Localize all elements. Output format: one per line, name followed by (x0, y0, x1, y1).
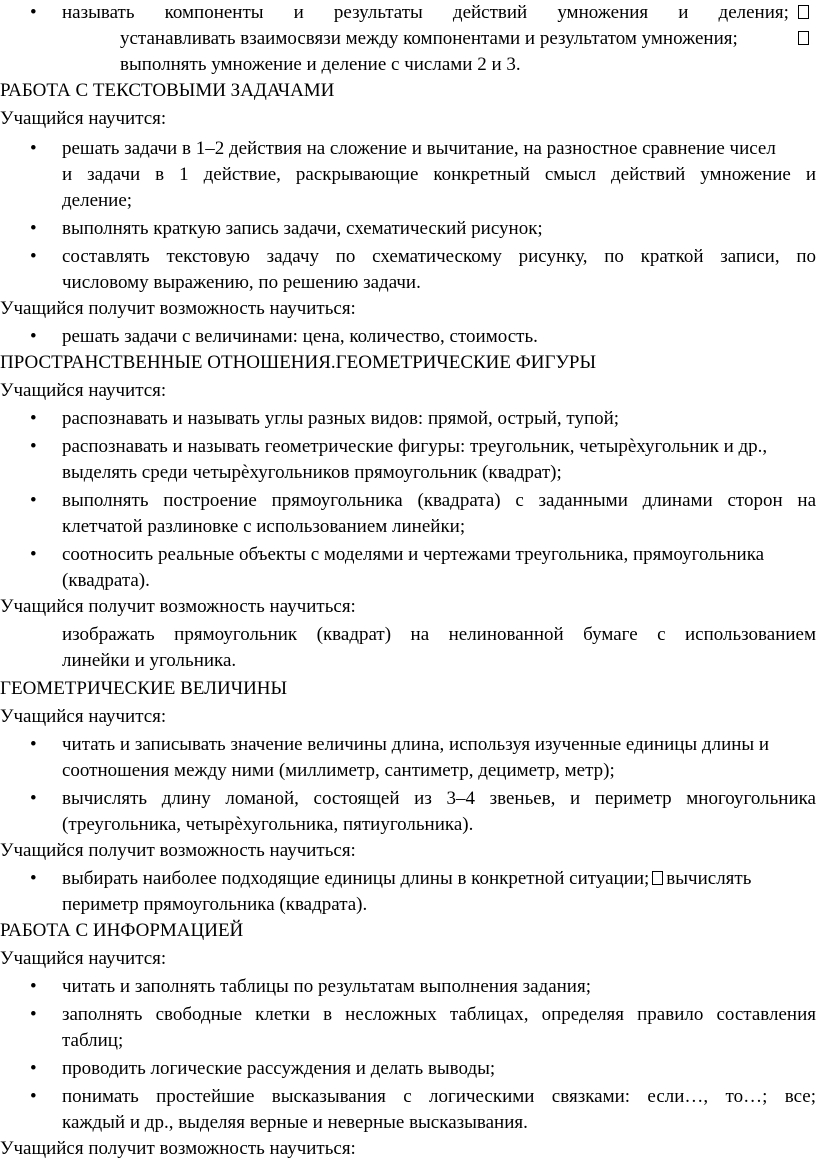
list-item-line: выполнять построение прямоугольника (квадрата) с заданными длинами сторон на (62, 490, 816, 511)
list-item-line: составлять текстовую задачу по схематическому рисунку, по краткой записи, по (62, 246, 816, 267)
subheading-learn: Учащийся научится: (0, 108, 167, 129)
list-item-line: выделять среди четырѐхугольников прямоугольник (квадрат); (62, 462, 562, 483)
list-item-line: изображать прямоугольник (квадрат) на нелинованной бумаге с использованием (62, 624, 816, 645)
bullet: • (30, 490, 37, 511)
bullet: • (30, 2, 37, 23)
list-item-line: выполнять краткую запись задачи, схематический рисунок; (62, 218, 543, 239)
box-glyph-icon (795, 26, 812, 52)
section-heading: ГЕОМЕТРИЧЕСКИЕ ВЕЛИЧИНЫ (0, 678, 288, 699)
bullet: • (30, 788, 37, 809)
list-item-line: выбирать наиболее подходящие единицы длины в конкретной ситуации; вычислять (62, 868, 752, 889)
subheading-opportunity: Учащийся получит возможность научиться: (0, 596, 356, 617)
list-item-line: периметр прямоугольника (квадрата). (62, 894, 368, 915)
list-item-line: таблиц; (62, 1030, 124, 1051)
bullet: • (30, 138, 37, 159)
subheading-opportunity: Учащийся получит возможность научиться: (0, 298, 356, 319)
bullet: • (30, 436, 37, 457)
subheading-opportunity: Учащийся получит возможность научиться: (0, 1138, 356, 1159)
bullet: • (30, 1058, 37, 1079)
bullet: • (30, 246, 37, 267)
subheading-opportunity: Учащийся получит возможность научиться: (0, 840, 356, 861)
list-item-line: линейки и угольника. (62, 650, 237, 671)
bullet: • (30, 408, 37, 429)
section-heading: ПРОСТРАНСТВЕННЫЕ ОТНОШЕНИЯ.ГЕОМЕТРИЧЕСКИЕ ФИГУРЫ (0, 352, 597, 373)
section-heading: РАБОТА С ТЕКСТОВЫМИ ЗАДАЧАМИ (0, 80, 335, 101)
list-item-line: клетчатой разлиновке с использованием линейки; (62, 516, 466, 537)
list-item-line: выполнять умножение и деление с числами 2 и 3. (120, 54, 521, 75)
bullet: • (30, 218, 37, 239)
list-item-line: числовому выражению, по решению задачи. (62, 272, 421, 293)
list-item-line: устанавливать взаимосвязи между компонентами и результатом умножения; (120, 28, 738, 49)
list-item-line: и задачи в 1 действие, раскрывающие конкретный смысл действий умножение и (62, 164, 816, 185)
list-item-line: (треугольника, четырѐхугольника, пятиугольника). (62, 814, 474, 835)
subheading-learn: Учащийся научится: (0, 706, 167, 727)
bullet: • (30, 868, 37, 889)
list-item-line: понимать простейшие высказывания с логическими связками: если…, то…; все; (62, 1086, 816, 1107)
list-item-line: каждый и др., выделяя верные и неверные высказывания. (62, 1112, 528, 1133)
list-item-line: заполнять свободные клетки в несложных таблицах, определяя правило составления (62, 1004, 816, 1025)
bullet: • (30, 976, 37, 997)
section-heading: РАБОТА С ИНФОРМАЦИЕЙ (0, 920, 244, 941)
bullet: • (30, 1086, 37, 1107)
list-item-line: распознавать и называть углы разных видов: прямой, острый, тупой; (62, 408, 620, 429)
list-item-line: (квадрата). (62, 570, 150, 591)
bullet: • (30, 326, 37, 347)
list-item-line: называть компоненты и результаты действий умножения и деления; (62, 2, 789, 23)
list-item-line: вычислять длину ломаной, состоящей из 3–4 звеньев, и периметр многоугольника (62, 788, 816, 809)
list-item-line: читать и записывать значение величины длина, используя изученные единицы длины и (62, 734, 770, 755)
list-item-line: читать и заполнять таблицы по результатам выполнения задания; (62, 976, 591, 997)
bullet: • (30, 544, 37, 565)
list-item-line: соотносить реальные объекты с моделями и чертежами треугольника, прямоугольника (62, 544, 765, 565)
subheading-learn: Учащийся научится: (0, 380, 167, 401)
bullet: • (30, 734, 37, 755)
list-item-line: деление; (62, 190, 133, 211)
list-item-line: решать задачи в 1–2 действия на сложение и вычитание, на разностное сравнение чисел (62, 138, 776, 159)
subheading-learn: Учащийся научится: (0, 948, 167, 969)
list-item-line: проводить логические рассуждения и делать выводы; (62, 1058, 496, 1079)
list-item-line: соотношения между ними (миллиметр, сантиметр, дециметр, метр); (62, 760, 615, 781)
box-glyph-icon (795, 0, 812, 26)
list-item-line: распознавать и называть геометрические фигуры: треугольник, четырѐхугольник и др., (62, 436, 768, 457)
box-glyph-icon (652, 871, 663, 885)
bullet: • (30, 1004, 37, 1025)
list-item-line: решать задачи с величинами: цена, количество, стоимость. (62, 326, 538, 347)
